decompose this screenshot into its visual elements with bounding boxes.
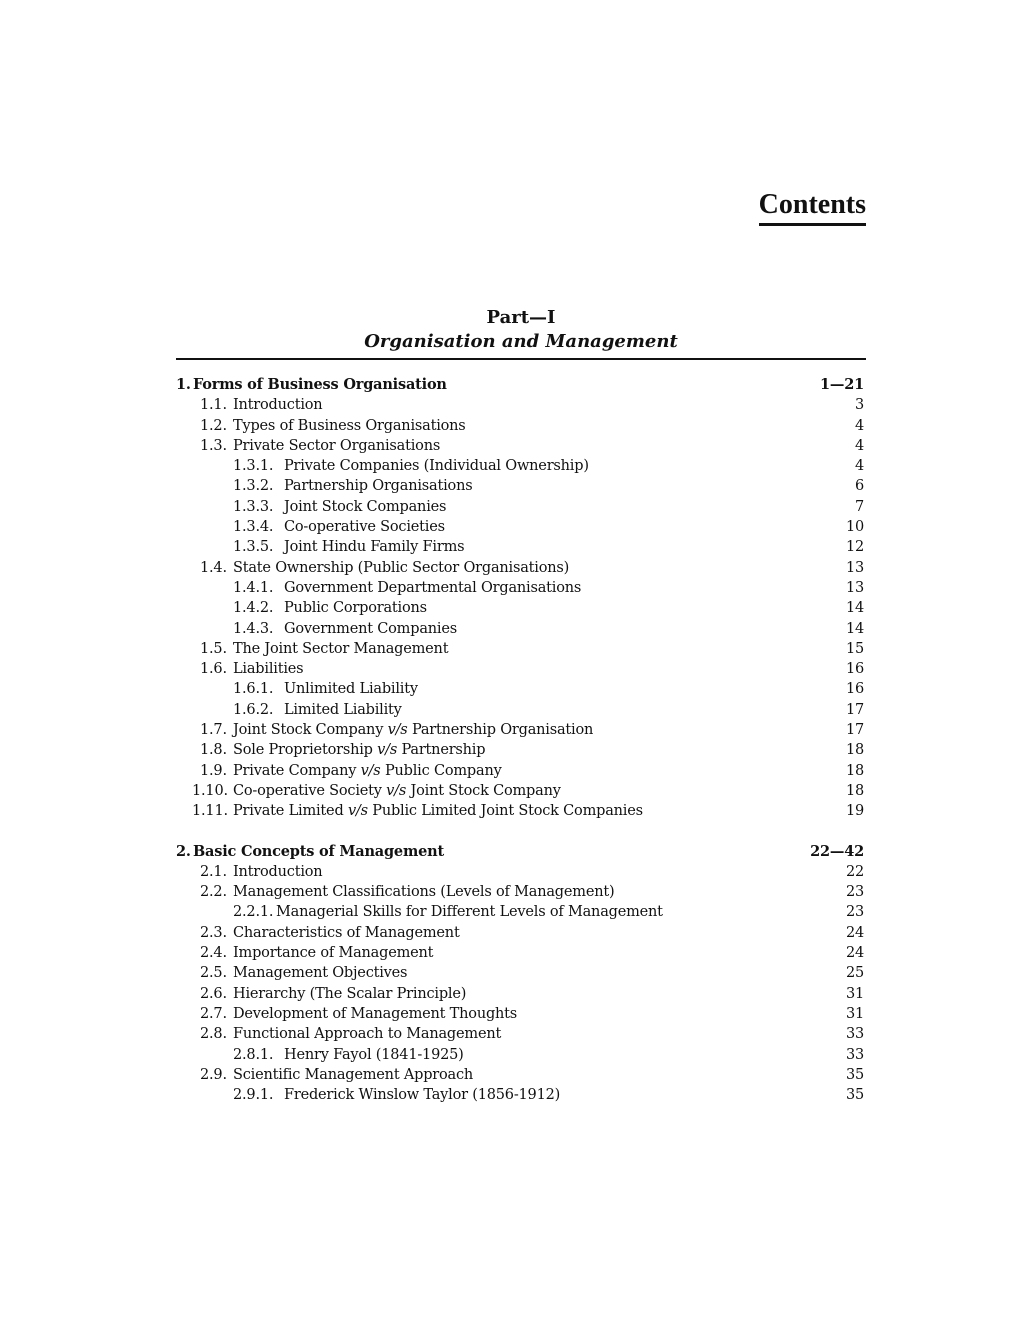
entry-title: Management Classifications (Levels of Management) — [233, 884, 615, 901]
toc-subentry[interactable] — [176, 497, 864, 517]
entry-page: 7 — [854, 498, 864, 515]
entry-title: Partnership Organisations — [284, 478, 473, 495]
entry-number: 2.4. — [200, 945, 227, 962]
entry-number: 1.7. — [200, 722, 227, 739]
entry-number: 1.4.2. — [233, 600, 274, 617]
entry-title — [233, 740, 485, 760]
entry-number: 1.4.1. — [233, 579, 274, 596]
entry-page: 17 — [845, 722, 864, 739]
chapter-page-range: 1—21 — [820, 376, 864, 393]
entry-title: Private Sector Organisations — [233, 437, 441, 454]
entry-page: 14 — [845, 600, 864, 617]
entry-page: 35 — [845, 1087, 864, 1104]
entry-page: 4 — [854, 458, 864, 475]
versus-abbrev: v/s — [347, 803, 368, 820]
entry-number: 1.6.2. — [233, 701, 274, 718]
toc-entry[interactable] — [176, 882, 864, 902]
toc-subentry[interactable] — [176, 700, 864, 720]
toc-entry[interactable] — [176, 1065, 864, 1085]
entry-number: 1.3.4. — [233, 519, 274, 536]
entry-title: Hierarchy (The Scalar Principle) — [233, 985, 467, 1002]
toc-entry[interactable] — [176, 1024, 864, 1044]
entry-title: Henry Fayol (1841-1925) — [284, 1046, 464, 1063]
toc-subentry[interactable] — [176, 1045, 864, 1065]
entry-page: 18 — [845, 762, 864, 779]
entry-page: 31 — [845, 985, 864, 1002]
entry-page: 18 — [845, 782, 864, 799]
entry-number: 1.3. — [200, 437, 227, 454]
entry-title: Joint Stock Companies — [284, 498, 447, 515]
entry-page: 4 — [854, 437, 864, 454]
entry-number: 2.1. — [200, 863, 227, 880]
entry-page: 23 — [845, 904, 864, 921]
entry-number: 2.8.1. — [233, 1046, 274, 1063]
toc-entry[interactable] — [176, 558, 864, 578]
title-part: Partnership Organisation — [407, 722, 594, 739]
chapter-title: Forms of Business Organisation — [193, 376, 447, 393]
versus-abbrev: v/s — [360, 762, 381, 779]
entry-page: 6 — [854, 478, 864, 495]
entry-title: Scientific Management Approach — [233, 1066, 474, 1083]
toc-subentry[interactable] — [176, 679, 864, 699]
page-title: Contents — [759, 188, 866, 226]
toc-subentry[interactable] — [176, 476, 864, 496]
entry-number: 1.10. — [192, 782, 228, 799]
table-of-contents — [176, 375, 864, 1105]
entry-page: 12 — [845, 539, 864, 556]
entry-title: Frederick Winslow Taylor (1856-1912) — [284, 1087, 561, 1104]
entry-number: 1.1. — [200, 397, 227, 414]
entry-number: 2.8. — [200, 1026, 227, 1043]
entry-number: 2.9. — [200, 1066, 227, 1083]
part-subtitle: Organisation and Management — [364, 331, 678, 352]
entry-page: 13 — [845, 579, 864, 596]
entry-title: Government Companies — [284, 620, 457, 637]
entry-title: Introduction — [233, 863, 323, 880]
entry-number: 2.7. — [200, 1005, 227, 1022]
entry-number: 1.11. — [192, 803, 228, 820]
entry-number: 2.9.1. — [233, 1087, 274, 1104]
toc-entry[interactable] — [176, 740, 864, 760]
entry-title — [233, 781, 561, 801]
entry-page: 25 — [845, 965, 864, 982]
entry-page: 33 — [845, 1046, 864, 1063]
entry-number: 1.4.3. — [233, 620, 274, 637]
versus-abbrev: v/s — [377, 742, 398, 759]
entry-number: 1.3.5. — [233, 539, 274, 556]
entry-title: Liabilities — [233, 661, 304, 678]
entry-title: Introduction — [233, 397, 323, 414]
toc-entry[interactable] — [176, 720, 864, 740]
entry-title: Private Companies (Individual Ownership) — [284, 458, 589, 475]
entry-page: 13 — [845, 559, 864, 576]
entry-number: 2.3. — [200, 924, 227, 941]
entry-number: 1.4. — [200, 559, 227, 576]
title-part: Co-operative Society — [233, 782, 387, 799]
entry-title: Importance of Management — [233, 945, 434, 962]
toc-subentry[interactable] — [176, 578, 864, 598]
toc-entry[interactable] — [176, 761, 864, 781]
entry-page: 4 — [854, 417, 864, 434]
title-part: Private Limited — [233, 803, 348, 820]
entry-title — [233, 720, 593, 740]
entry-number: 2.2.1. — [233, 904, 274, 921]
entry-title: Government Departmental Organisations — [284, 579, 582, 596]
toc-subentry[interactable] — [176, 517, 864, 537]
entry-title: Managerial Skills for Different Levels of Management — [276, 904, 663, 921]
entry-page: 19 — [845, 803, 864, 820]
entry-title: Public Corporations — [284, 600, 427, 617]
entry-page: 31 — [845, 1005, 864, 1022]
toc-subentry[interactable] — [176, 537, 864, 557]
toc-entry[interactable] — [176, 659, 864, 679]
toc-subentry[interactable] — [176, 619, 864, 639]
toc-entry[interactable] — [176, 801, 864, 821]
part-heading: Part—I — [486, 307, 556, 328]
entry-number: 2.6. — [200, 985, 227, 1002]
entry-page: 16 — [845, 681, 864, 698]
entry-number: 1.3.2. — [233, 478, 274, 495]
toc-entry[interactable] — [176, 923, 864, 943]
toc-subentry[interactable] — [176, 902, 864, 922]
entry-title: Joint Hindu Family Firms — [284, 539, 465, 556]
entry-page: 24 — [845, 924, 864, 941]
toc-subentry[interactable] — [176, 598, 864, 618]
chapter-page-range: 22—42 — [810, 842, 864, 860]
toc-entry[interactable] — [176, 943, 864, 963]
entry-page: 14 — [845, 620, 864, 637]
entry-number: 1.3.3. — [233, 498, 274, 515]
title-part: Joint Stock Company — [233, 722, 388, 739]
chapter-number: 2. — [176, 842, 191, 860]
title-part: Public Company — [380, 762, 502, 779]
entry-title: State Ownership (Public Sector Organisations) — [233, 559, 570, 576]
entry-title — [233, 801, 643, 821]
toc-entry[interactable] — [176, 416, 864, 436]
entry-number: 1.6. — [200, 661, 227, 678]
entry-page: 16 — [845, 661, 864, 678]
entry-number: 1.2. — [200, 417, 227, 434]
entry-page: 24 — [845, 945, 864, 962]
entry-page: 10 — [845, 519, 864, 536]
versus-abbrev: v/s — [387, 722, 408, 739]
entry-number: 1.9. — [200, 762, 227, 779]
toc-entry[interactable] — [176, 781, 864, 801]
entry-page: 15 — [845, 640, 864, 657]
entry-title: Co-operative Societies — [284, 519, 445, 536]
entry-title: Characteristics of Management — [233, 924, 460, 941]
entry-title: Management Objectives — [233, 965, 408, 982]
part-divider — [176, 358, 866, 360]
entry-page: 23 — [845, 884, 864, 901]
entry-page: 17 — [845, 701, 864, 718]
toc-entry[interactable] — [176, 436, 864, 456]
toc-entry[interactable] — [176, 984, 864, 1004]
entry-number: 1.3.1. — [233, 458, 274, 475]
entry-title: Limited Liability — [284, 701, 402, 718]
entry-page: 18 — [845, 742, 864, 759]
entry-number: 1.8. — [200, 742, 227, 759]
entry-title: Development of Management Thoughts — [233, 1005, 518, 1022]
chapter-title: Basic Concepts of Management — [193, 842, 444, 860]
toc-entry[interactable] — [176, 1004, 864, 1024]
entry-page: 35 — [845, 1066, 864, 1083]
title-part: Private Company — [233, 762, 361, 779]
chapter-heading[interactable] — [176, 375, 864, 395]
toc-entry[interactable] — [176, 639, 864, 659]
entry-title: The Joint Sector Management — [233, 640, 449, 657]
entry-title — [233, 761, 502, 781]
title-part: Public Limited Joint Stock Companies — [367, 803, 643, 820]
chapter-heading[interactable] — [176, 842, 864, 862]
toc-entry[interactable] — [176, 395, 864, 415]
entry-title: Functional Approach to Management — [233, 1026, 502, 1043]
title-part: Sole Proprietorship — [233, 742, 378, 759]
toc-subentry[interactable] — [176, 1085, 864, 1105]
toc-entry[interactable] — [176, 963, 864, 983]
title-part: Partnership — [397, 742, 486, 759]
entry-number: 1.5. — [200, 640, 227, 657]
toc-entry[interactable] — [176, 862, 864, 882]
entry-number: 2.5. — [200, 965, 227, 982]
entry-number: 2.2. — [200, 884, 227, 901]
versus-abbrev: v/s — [386, 782, 407, 799]
toc-subentry[interactable] — [176, 456, 864, 476]
entry-title: Unlimited Liability — [284, 681, 418, 698]
entry-page: 33 — [845, 1026, 864, 1043]
entry-number: 1.6.1. — [233, 681, 274, 698]
entry-page: 3 — [854, 397, 864, 414]
chapter-number: 1. — [176, 376, 191, 393]
title-part: Joint Stock Company — [406, 782, 561, 799]
entry-title: Types of Business Organisations — [233, 417, 466, 434]
entry-page: 22 — [845, 863, 864, 880]
